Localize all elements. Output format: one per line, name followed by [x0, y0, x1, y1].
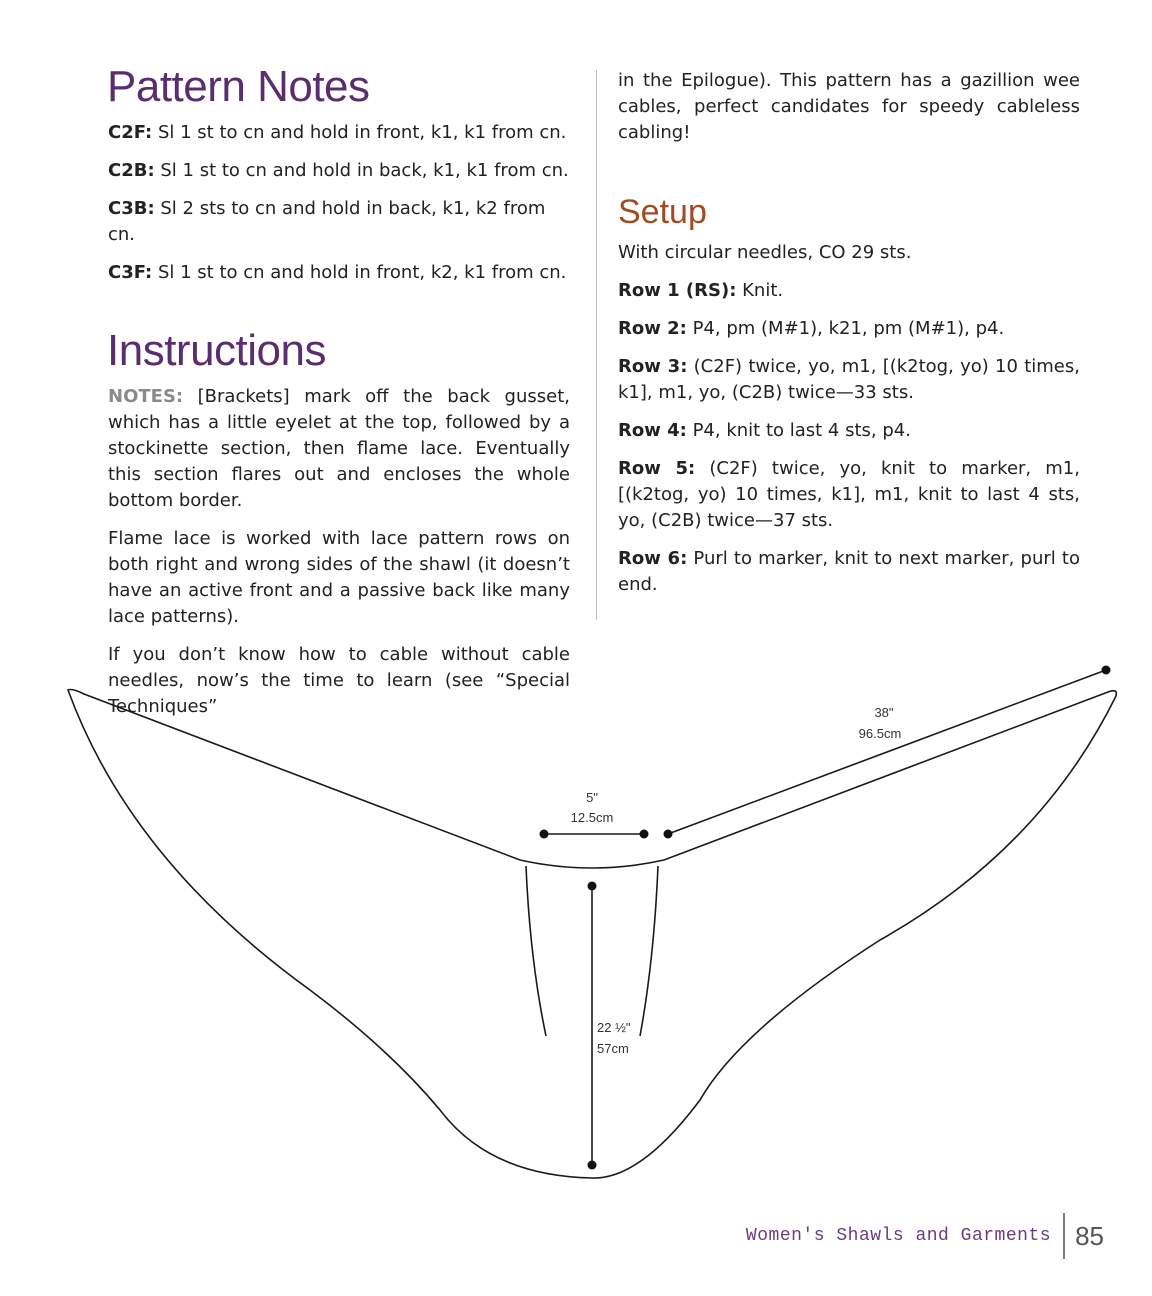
abbreviation-c2f [108, 120, 570, 146]
cable-paragraph-continued: in the Epilogue). This pattern has a gazillion wee cables, perfect candidates for speedy cableless cabling! [618, 70, 1080, 143]
abbreviation-c2b [108, 158, 570, 184]
row-instruction [618, 456, 1080, 534]
depth-metric-label: 57cm [597, 1041, 629, 1056]
row-instruction [618, 354, 1080, 406]
abbreviation-term: C3F: [108, 262, 153, 283]
neck-imperial-label: 5" [586, 790, 598, 805]
page-number: 85 [1075, 1220, 1104, 1251]
abbreviation-term: C2B: [108, 160, 155, 181]
neck-metric-label: 12.5cm [570, 810, 614, 825]
row-instruction [618, 316, 1080, 342]
row-text: P4, pm (M#1), k21, pm (M#1), p4. [686, 318, 1005, 339]
setup-intro: With circular needles, CO 29 sts. [618, 242, 912, 263]
page-footer [746, 1212, 1104, 1260]
abbreviation-term: C3B: [108, 198, 155, 219]
dimension-dot [664, 830, 673, 839]
row-instruction [618, 546, 1080, 598]
row-instruction [618, 418, 1080, 444]
pattern-notes-heading: Pattern Notes [107, 62, 370, 111]
row-label: Row 5: [618, 458, 696, 479]
shawl-schematic [0, 640, 1152, 1200]
row-text: Purl to marker, knit to next marker, purl to end. [618, 548, 1080, 595]
row-label: Row 4: [618, 420, 687, 441]
right-column [618, 68, 1080, 610]
gusset-line-left [526, 866, 546, 1036]
abbreviation-definition: Sl 2 sts to cn and hold in back, k1, k2 from cn. [108, 198, 546, 245]
row-label: Row 6: [618, 548, 688, 569]
row-instruction [618, 278, 1080, 304]
dimension-dot [540, 830, 549, 839]
row-text: P4, knit to last 4 sts, p4. [686, 420, 911, 441]
footer-divider [1063, 1213, 1065, 1259]
dimension-dot [1102, 666, 1111, 675]
row-label: Row 3: [618, 356, 688, 377]
column-divider [596, 70, 597, 620]
abbreviation-definition: Sl 1 st to cn and hold in front, k2, k1 from cn. [152, 262, 567, 283]
abbreviation-c3f [108, 260, 570, 286]
row-label: Row 2: [618, 318, 687, 339]
row-text: Knit. [736, 280, 784, 301]
notes-label: NOTES: [108, 386, 184, 407]
abbreviation-c3b [108, 196, 570, 248]
left-column [108, 62, 570, 732]
wingspan-metric-label: 96.5cm [858, 726, 902, 741]
abbreviation-definition: Sl 1 st to cn and hold in back, k1, k1 from cn. [154, 160, 569, 181]
dimension-dot [588, 882, 597, 891]
setup-heading: Setup [618, 193, 707, 231]
dimension-dot [640, 830, 649, 839]
instructions-heading: Instructions [107, 326, 326, 375]
row-text: (C2F) twice, yo, knit to marker, m1, [(k2tog, yo) 10 times, k1], m1, knit to last 4 sts, yo, (C2B) twice—37 sts. [618, 458, 1080, 531]
notes-paragraph [108, 384, 570, 514]
book-title: Women's Shawls and Garments [745, 1226, 1052, 1246]
dimension-dot [588, 1161, 597, 1170]
notes-text: [Brackets] mark off the back gusset, which has a little eyelet at the top, followed by a stockinette section, then flame lace. Eventually this section flares out and encloses the whole bottom border. [108, 386, 570, 511]
row-label: Row 1 (RS): [618, 280, 737, 301]
gusset-line-right [640, 866, 658, 1036]
cable-paragraph: If you don’t know how to cable without cable needles, now’s the time to learn (see “Special Techniques” [108, 644, 570, 717]
wingspan-imperial-label: 38" [874, 705, 894, 720]
flame-lace-paragraph: Flame lace is worked with lace pattern rows on both right and wrong sides of the shawl (it doesn’t have an active front and a passive back like many lace patterns). [108, 528, 570, 627]
abbreviation-list [108, 120, 570, 286]
abbreviation-term: C2F: [108, 122, 153, 143]
row-text: (C2F) twice, yo, m1, [(k2tog, yo) 10 times, k1], m1, yo, (C2B) twice—33 sts. [618, 356, 1080, 403]
depth-imperial-label: 22 ½" [597, 1020, 631, 1035]
abbreviation-definition: Sl 1 st to cn and hold in front, k1, k1 from cn. [152, 122, 567, 143]
wingspan-dimension-line [668, 670, 1106, 834]
